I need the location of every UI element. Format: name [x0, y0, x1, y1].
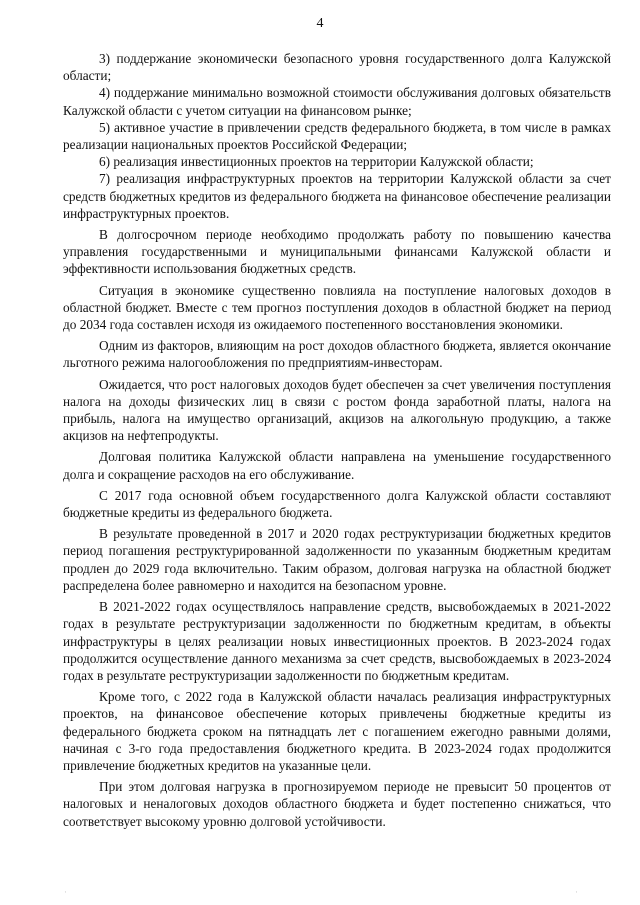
paragraph-task-3: 3) поддержание экономически безопасного уровня государственного долга Калужской области; — [63, 51, 611, 84]
paragraph-task-6: 6) реализация инвестиционных проектов на территории Калужской области; — [99, 154, 534, 170]
paragraph-debt-policy: Долговая политика Калужской области направлена на уменьшение государственного долга и сокращение расходов на его обслуживание. — [63, 449, 611, 482]
document-body — [63, 50, 611, 834]
paragraph-factors: Одним из факторов, влияющим на рост доходов областного бюджета, является окончание льготного режима налогообложения по предприятиям-инвесторам. — [63, 338, 611, 371]
paragraph-expected-growth: Ожидается, что рост налоговых доходов будет обеспечен за счет увеличения поступления налога на доходы физических лиц в связи с ростом фонда заработной платы, налога на прибыль, налога на имущество организаций, акцизов на алкогольную продукцию, а также акцизов на нефтепродукты. — [63, 376, 611, 444]
paragraph-task-4: 4) поддержание минимально возможной стоимости обслуживания долговых обязательств Калужской области с учетом ситуации на финансовом рынке; — [63, 85, 611, 118]
page-number: 4 — [316, 16, 324, 31]
paragraph-2021-2022: В 2021-2022 годах осуществлялось направление средств, высвобождаемых в 2021-2022 годах в результате реструктуризации задолженности по бюджетным кредитам, в объекты инфраструктуры в целях реализации новых инвестиционных проектов. В 2023-2024 годах продолжится осуществление данного механизма за счет средств, высвобождаемых в 2023-2024 годах в результате реструктуризации задолженности по бюджетным кредитам. — [63, 599, 611, 683]
paragraph-economy: Ситуация в экономике существенно повлияла на поступление налоговых доходов в областной бюджет. Вместе с тем прогноз поступления доходов в областной бюджет на период до 2034 года составлен исходя из ожидаемого постепенного восстановления экономики. — [63, 282, 611, 333]
paragraph-long-term: В долгосрочном периоде необходимо продолжать работу по повышению качества управления государственными и муниципальными финансами Калужской области и эффективности использования бюджетных средств. — [63, 227, 611, 277]
paragraph-infrastructure: Кроме того, с 2022 года в Калужской области началась реализация инфраструктурных проектов, на финансовое обеспечение которых привлечены бюджетные кредиты из федерального бюджета сроком на пятнадцать лет с погашением ежегодно равными долями, начиная с 3-го года предоставления бюджетного кредита. В 2023-2024 годах продолжится привлечение бюджетных кредитов на указанные цели. — [63, 689, 611, 773]
paragraph-debt-load: При этом долговая нагрузка в прогнозируемом периоде не превысит 50 процентов от налоговых и неналоговых доходов областного бюджета и будет постепенно снижаться, что соответствует высокому уровню долговой устойчивости. — [63, 779, 611, 829]
scan-artifact-right: · — [575, 887, 578, 897]
paragraph-task-7: 7) реализация инфраструктурных проектов на территории Калужской области за счет средств бюджетных кредитов из федерального бюджета на финансовое обеспечение реализации инфраструктурных проектов. — [63, 171, 611, 221]
paragraph-debt-since-2017: С 2017 года основной объем государственного долга Калужской области составляют бюджетные кредиты из федерального бюджета. — [63, 487, 611, 521]
scan-artifact-left: · — [64, 887, 67, 897]
paragraph-task-5: 5) активное участие в привлечении средств федерального бюджета, в том числе в рамках реализации национальных проектов Российской Федерации; — [63, 119, 611, 153]
paragraph-restructuring: В результате проведенной в 2017 и 2020 годах реструктуризации бюджетных кредитов период погашения реструктурированной задолженности по указанным бюджетным кредитам продлен до 2029 года включительно. Таким образом, долговая нагрузка на областной бюджет распределена более равномерно и находится на безопасном уровне. — [63, 526, 611, 593]
